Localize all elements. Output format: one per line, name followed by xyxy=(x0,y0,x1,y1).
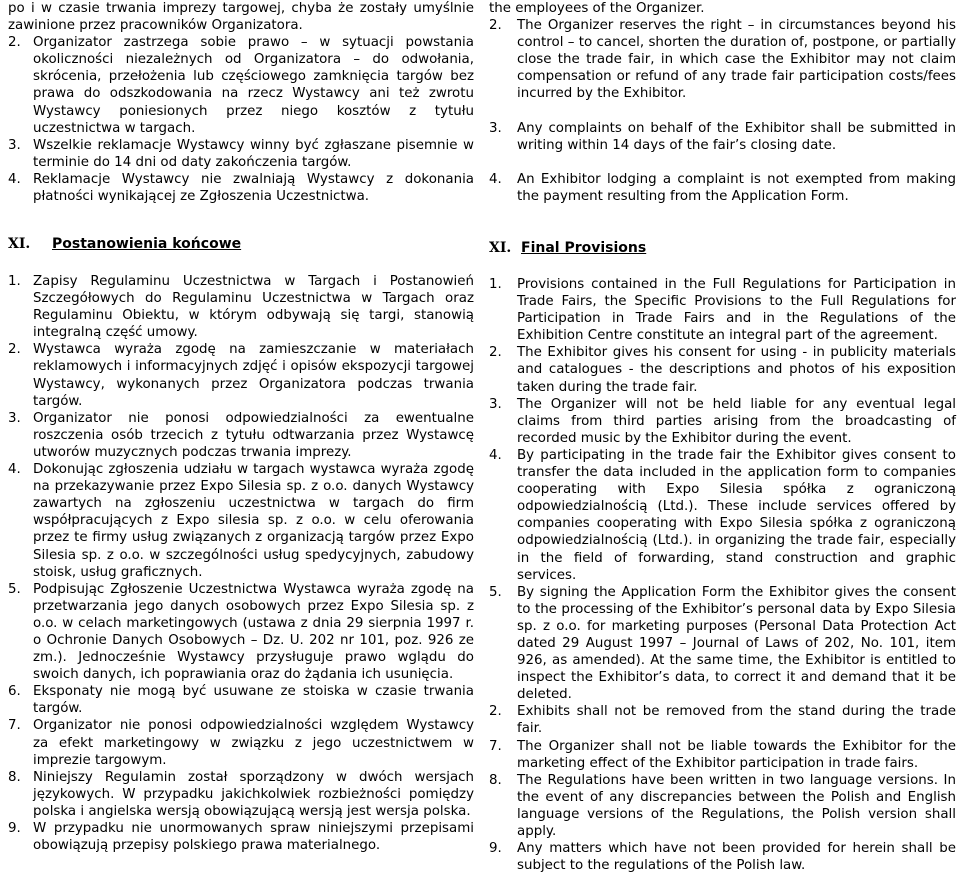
item-number: 2. xyxy=(8,35,21,51)
item-number: 1. xyxy=(489,277,502,292)
english-top-item-4 xyxy=(489,171,956,205)
list-item xyxy=(489,772,956,840)
list-item xyxy=(8,341,474,409)
item-text: Provisions contained in the Full Regulations for Participation in Trade Fairs, the Specific Provisions to the Full Regulations for Participation in Trade Fairs and in the Regulations of the Exhibition Centre constitute an integral part of the agreement. xyxy=(517,277,956,344)
item-text: The Regulations have been written in two language versions. In the event of any discrepancies between the Polish and English language versions of the Regulations, the Polish version shall apply. xyxy=(517,772,956,839)
item-text: The Organizer shall not be liable towards the Exhibitor for the marketing effect of the Exhibitor participation in trade fairs. xyxy=(517,738,956,771)
list-item xyxy=(8,410,474,461)
item-text: An Exhibitor lodging a complaint is not exempted from making the payment resulting from the Application Form. xyxy=(517,171,956,204)
polish-column xyxy=(8,0,474,205)
item-text: Any complaints on behalf of the Exhibitor shall be submitted in writing within 14 days of the fair’s closing date. xyxy=(517,120,956,153)
item-text: The Exhibitor gives his consent for using - in publicity materials and catalogues - the descriptions and photos of his exposition taken during the trade fair. xyxy=(517,345,956,395)
item-text: W przypadku nie unormowanych spraw niniejszymi przepisami obowiązują przepisy polskiego prawa materialnego. xyxy=(33,821,474,854)
item-text: Niniejszy Regulamin został sporządzony w dwóch wersjach językowych. W przypadku jakichkolwiek rozbieżności pomiędzy polska i angielska wersją obowiązującą wersją jest wersja polska. xyxy=(33,769,474,819)
item-number: 6. xyxy=(8,684,21,700)
list-item xyxy=(489,840,956,874)
english-top-item-3 xyxy=(489,120,956,154)
item-text: Any matters which have not been provided for herein shall be subject to the regulations of the Polish law. xyxy=(517,841,956,874)
item-number: 8. xyxy=(489,772,502,788)
item-text: Dokonując zgłoszenia udziału w targach wystawca wyraża zgodę na przekazywanie przez Expo Silesia sp. z o.o. danych Wystawcy zawartych na zgłoszeniu uczestnictwa w targach do firm współpracujących z Expo silesia sp. z o.o. w celu oferowania przez te firmy usług związanych z organizacją targów przez Expo Silesia sp. z o.o. w szczególności usług spedycyjnych, zabudowy stoisk, usług graficznych. xyxy=(33,462,474,580)
item-number: 2. xyxy=(8,342,21,358)
item-text: By signing the Application Form the Exhibitor gives the consent to the processing of the Exhibitor’s personal data by Expo Silesia sp. z o.o. for marketing purposes (Personal Data Protection Act dated 29 August 1997 – Journal of Laws of 202, No. 101, item 926, as amended). At the same time, the Exhibitor is entitled to inspect the Exhibitor’s data, to correct it and demand that it be deleted. xyxy=(517,584,956,703)
item-text: Reklamacje Wystawcy nie zwalniają Wystawcy z dokonania płatności wynikającej ze Zgłoszenia Uczestnictwa. xyxy=(33,171,474,205)
list-item xyxy=(489,447,956,584)
item-number: 5. xyxy=(8,581,21,597)
english-final-provisions xyxy=(489,276,956,874)
list-item xyxy=(489,584,956,704)
list-item xyxy=(8,683,474,717)
item-text: Exhibits shall not be removed from the stand during the trade fair. xyxy=(517,704,956,737)
list-item xyxy=(489,396,956,447)
polish-continuation: po i w czasie trwania imprezy targowej, chyba że zostały umyślnie zawinione przez pracowników Organizatora. xyxy=(8,1,474,34)
item-number: 7. xyxy=(8,718,21,734)
list-item xyxy=(8,461,474,581)
list-item xyxy=(489,703,956,737)
item-text: Organizator zastrzega sobie prawo – w sytuacji powstania okoliczności niezależnych od Organizatora – do odwołania, skrócenia, przełożenia lub częściowego zamknięcia targów bez prawa do odszkodowania na rzecz Wystawcy ani też zwrotu Wystawcy poniesionych przez niego kosztów z tytułu uczestnictwa w targach. xyxy=(33,35,474,136)
list-item xyxy=(8,820,474,854)
item-text: Wszelkie reklamacje Wystawcy winny być zgłaszane pisemnie w terminie do 14 dni od daty zakończenia targów. xyxy=(33,137,474,170)
item-number: 9. xyxy=(8,821,21,836)
item-number: 1. xyxy=(8,274,21,289)
item-text: The Organizer reserves the right – in circumstances beyond his control – to cancel, shorten the duration of, postpone, or partially close the trade fair, in which case the Exhibitor may not claim compensation or refund of any trade fair participation costs/fees incurred by the Exhibitor. xyxy=(517,18,956,102)
list-item xyxy=(489,344,956,395)
item-number: 8. xyxy=(8,769,21,785)
item-number: 2. xyxy=(489,345,502,361)
section-number: XI. xyxy=(8,236,31,252)
item-number: 4. xyxy=(489,447,502,463)
item-text: The Organizer will not be held liable for any eventual legal claims from third parties arising from the broadcasting of recorded music by the Exhibitor during the event. xyxy=(517,396,956,446)
item-number: 9. xyxy=(489,841,502,857)
item-text: By participating in the trade fair the Exhibitor gives consent to transfer the data included in the application form to companies cooperating with Expo Silesia spółka z ograniczoną odpowiedzialnością (Ltd.). These include services offered by companies cooperating with Expo Silesia spółka z ograniczoną odpowiedzialnością (Ltd.). in organizing the trade fair, especially in the field of forwarding, stand construction and graphic services. xyxy=(517,447,956,583)
section-title: Postanowienia końcowe xyxy=(52,236,242,252)
item-number: 5. xyxy=(489,584,502,600)
item-number: 4. xyxy=(8,462,21,478)
item-text: Organizator nie ponosi odpowiedzialności za ewentualne roszczenia osób trzecich z tytułu odtwarzania przez Wystawcę utworów muzycznych podczas trwania imprezy. xyxy=(33,410,474,460)
item-text: Podpisując Zgłoszenie Uczestnictwa Wystawca wyraża zgodę na przetwarzania jego danych osobowych przez Expo Silesia sp. z o.o. w celach marketingowych (ustawa z dnia 29 sierpnia 1997 r. o Ochronie Danych Osobowych – Dz. U. 202 nr 101, poz. 926 ze zm.). Jednocześnie Wystawcy przysługuje prawo wglądu do swoich danych, ich poprawiania oraz do żądania ich usunięcia. xyxy=(33,581,474,683)
item-number: 3. xyxy=(489,396,502,412)
list-item xyxy=(8,717,474,768)
item-number: 3. xyxy=(8,137,21,153)
list-item xyxy=(489,738,956,772)
item-number: 4. xyxy=(489,171,502,187)
polish-section-heading xyxy=(8,236,241,253)
english-top-item-2 xyxy=(489,17,956,102)
section-title: Final Provisions xyxy=(521,240,647,256)
item-text: Eksponaty nie mogą być usuwane ze stoiska w czasie trwania targów. xyxy=(33,684,474,717)
polish-top-item-3 xyxy=(8,137,474,171)
item-text: Organizator nie ponosi odpowiedzialności względem Wystawcy za efekt marketingowy w związku z jego uczestnictwem w imprezie targowym. xyxy=(33,718,474,768)
item-number: 3. xyxy=(489,120,502,136)
list-item xyxy=(8,769,474,820)
polish-final-provisions xyxy=(8,273,474,854)
list-item xyxy=(8,273,474,341)
spacer xyxy=(489,154,956,171)
item-number: 7. xyxy=(489,738,502,754)
english-column xyxy=(489,0,956,205)
section-number: XI. xyxy=(489,240,512,256)
spacer xyxy=(489,103,956,120)
list-item xyxy=(8,581,474,684)
item-number: 3. xyxy=(8,410,21,426)
list-item xyxy=(489,276,956,344)
english-continuation: the employees of the Organizer. xyxy=(489,1,705,16)
item-number: 2. xyxy=(489,18,502,34)
item-text: Wystawca wyraża zgodę na zamieszczanie w materiałach reklamowych i informacyjnych zdjęć i opisów ekspozycji targowej Wystawcy, wykonanych przez Organizatora podczas trwania targów. xyxy=(33,342,474,409)
item-number: 4. xyxy=(8,171,21,187)
polish-top-item-2 xyxy=(8,34,474,137)
item-text: Zapisy Regulaminu Uczestnictwa w Targach i Postanowień Szczegółowych do Regulaminu Uczestnictwa w Targach oraz Regulaminu Obiektu, w którym odbywają się targi, stanowią integralną część umowy. xyxy=(33,274,474,341)
english-section-heading xyxy=(489,240,646,257)
item-number: 2. xyxy=(489,704,502,720)
polish-top-item-4 xyxy=(8,171,474,205)
